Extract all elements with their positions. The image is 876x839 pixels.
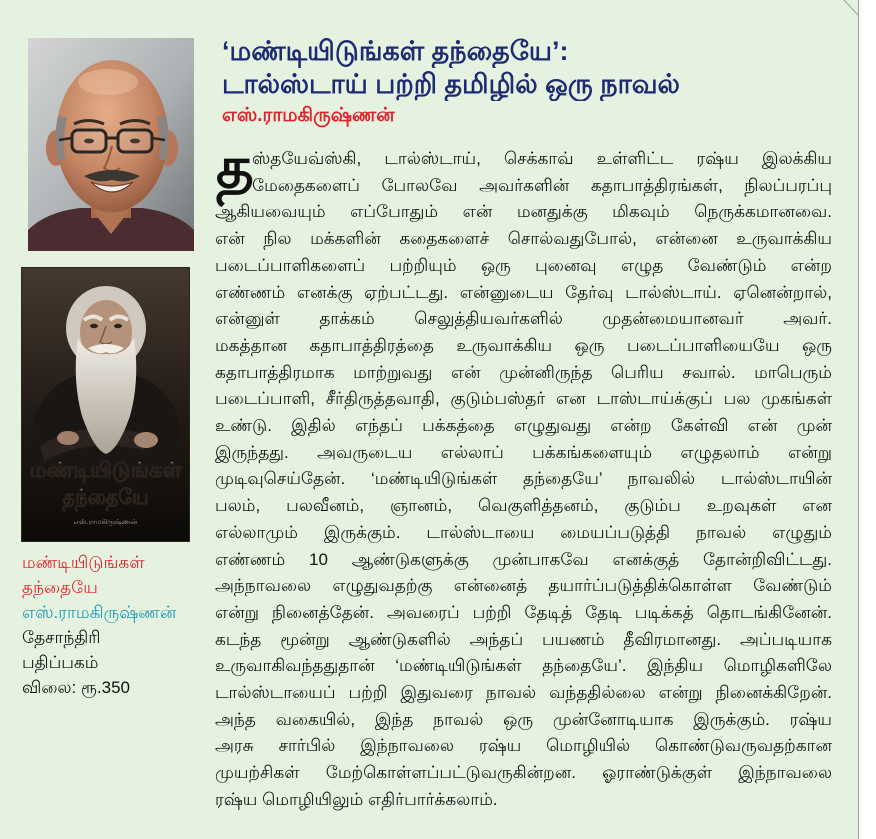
- body-line: மகத்தான கதாபாத்திரத்தை உருவாக்கிய ஒரு படைப்பாளியையே ஒரு: [215, 335, 832, 355]
- cover-title-line2: தந்தையே: [62, 486, 157, 509]
- body-line: என்று நினைத்தேன். அவரைப் பற்றி தேடித் தேடி படிக்கத் தொடங்கினேன்.: [215, 602, 832, 622]
- body-line: எல்லாமும் இருக்கும். டால்ஸ்டாயை மையப்படுத்தி நாவல் எழுதும்: [215, 522, 832, 542]
- book-caption: [22, 550, 214, 700]
- caption-publisher-line1: தேசாந்திரி: [22, 628, 101, 647]
- book-cover: [22, 268, 189, 541]
- left-hand: [57, 431, 79, 445]
- body-line: படைப்பாளி, சீர்திருத்தவாதி, குடும்பஸ்தர் என டாஸ்டாய்க்குப் பல முகங்கள்: [215, 389, 832, 409]
- body-line: அரசு சார்பில் இந்நாவலை ரஷ்ய மொழியில் கொண்டுவருவதற்கான: [215, 736, 832, 756]
- head-highlight: [78, 69, 138, 95]
- body-line: உருவாகிவந்ததுதான் ‘மண்டியிடுங்கள் தந்தையே’. இந்திய மொழிகளிலே: [215, 656, 832, 676]
- caption-author: எஸ்.ராமகிருஷ்ணன்: [22, 603, 177, 622]
- body-line: முயற்சிகள் மேற்கொள்ளப்பட்டுவருகின்றன. ஓராண்டுக்குள் இந்நாவலை: [215, 763, 832, 783]
- body-line: கடந்த மூன்று ஆண்டுகளில் அந்தப் பயணம் தீவிரமானது. அப்படியாக: [215, 629, 832, 649]
- body-line: என்னுள் தாக்கம் செலுத்தியவர்களில் முதன்மையானவர் அவர்.: [215, 309, 832, 329]
- body-line: ஸ்தயேவ்ஸ்கி, டால்ஸ்டாய், செக்காவ் உள்ளிட்ட ரஷ்ய இலக்கிய: [252, 149, 832, 168]
- body-line: மேதைகளைப் போலவே அவர்களின் கதாபாத்திரங்கள், நிலப்பரப்பு: [252, 175, 832, 195]
- caption-price: விலை: ரூ.350: [22, 678, 131, 697]
- headline-line1: ‘மண்டியிடுங்கள் தந்தையே’:: [222, 36, 569, 66]
- body-line: என் நில மக்களின் கதைகளைச் சொல்வதுபோல், என்னை உருவாக்கிய: [215, 229, 832, 249]
- body-line: இருந்தது. அவருடைய எல்லாப் பக்கங்களையும் எழுதலாம் என்று: [215, 442, 832, 462]
- cover-author: எஸ்.ராமகிருஷ்ணன்: [73, 519, 138, 526]
- body-line: ஆகியவையும் எப்போதும் என் மனதுக்கு மிகவும் நெருக்கமானவை.: [215, 202, 832, 222]
- body-line: முடிவுசெய்தேன். ‘மண்டியிடுங்கள் தந்தையே’ நாவலில் டால்ஸ்டாயின்: [215, 469, 832, 489]
- body-line: எண்ணம் 10 ஆண்டுகளுக்கு முன்பாகவே எனக்குத் தோன்றிவிட்டது.: [215, 549, 832, 569]
- body-line: உண்டு. இதில் எந்தப் பக்கத்தை எழுதுவது என்ற கேள்வி என் முன்: [215, 416, 832, 436]
- drop-cap: த: [216, 135, 254, 200]
- right-eye: [114, 324, 122, 328]
- body-line: ரஷ்ய மொழியிலும் எதிர்பார்க்கலாம்.: [215, 789, 498, 809]
- byline: எஸ்.ராமகிருஷ்ணன்: [222, 105, 395, 126]
- cover-title-line1: மண்டியிடுங்கள்: [29, 459, 181, 482]
- caption-title-line2: தந்தையே: [22, 578, 98, 597]
- body-line: எண்ணம் எனக்கு ஏற்பட்டது. என்னுடைய தேர்வு டால்ஸ்டாய். ஏனென்றால்,: [215, 282, 832, 302]
- article-body: [215, 146, 832, 814]
- body-line: கதாபாத்திரமாக மாற்றுவது என் முன்னிருந்த பெரிய சவால். மாபெரும்: [215, 362, 832, 382]
- body-line: டால்ஸ்டாயைப் பற்றி இதுவரை நாவல் வந்ததில்லை என்று நினைக்கிறேன்.: [215, 683, 832, 703]
- body-line: பலம், பலவீனம், ஞானம், வெகுளித்தனம், குடும்ப உறவுகள் என: [215, 496, 832, 516]
- body-line: அந்த வகையில், இந்த நாவல் ஒரு முன்னோடியாக இருக்கும். ரஷ்ய: [215, 709, 832, 729]
- headline: [222, 35, 832, 128]
- body-line: படைப்பாளிகளைப் பற்றியும் ஒரு புனைவு எழுத வேண்டும் என்ற: [215, 255, 832, 275]
- headline-line2: டால்ஸ்டாய் பற்றி தமிழில் ஒரு நாவல்: [222, 69, 680, 99]
- page-edge: [840, 0, 859, 30]
- body-line: அந்நாவலை எழுதுவதற்கு என்னைத் தயார்ப்படுத்திக்கொள்ள வேண்டும்: [215, 576, 832, 596]
- caption-publisher-line2: பதிப்பகம்: [22, 653, 99, 672]
- author-photo: [28, 38, 194, 251]
- caption-title-line1: மண்டியிடுங்கள்: [22, 553, 145, 572]
- right-hand: [134, 432, 158, 448]
- left-eye: [90, 324, 98, 328]
